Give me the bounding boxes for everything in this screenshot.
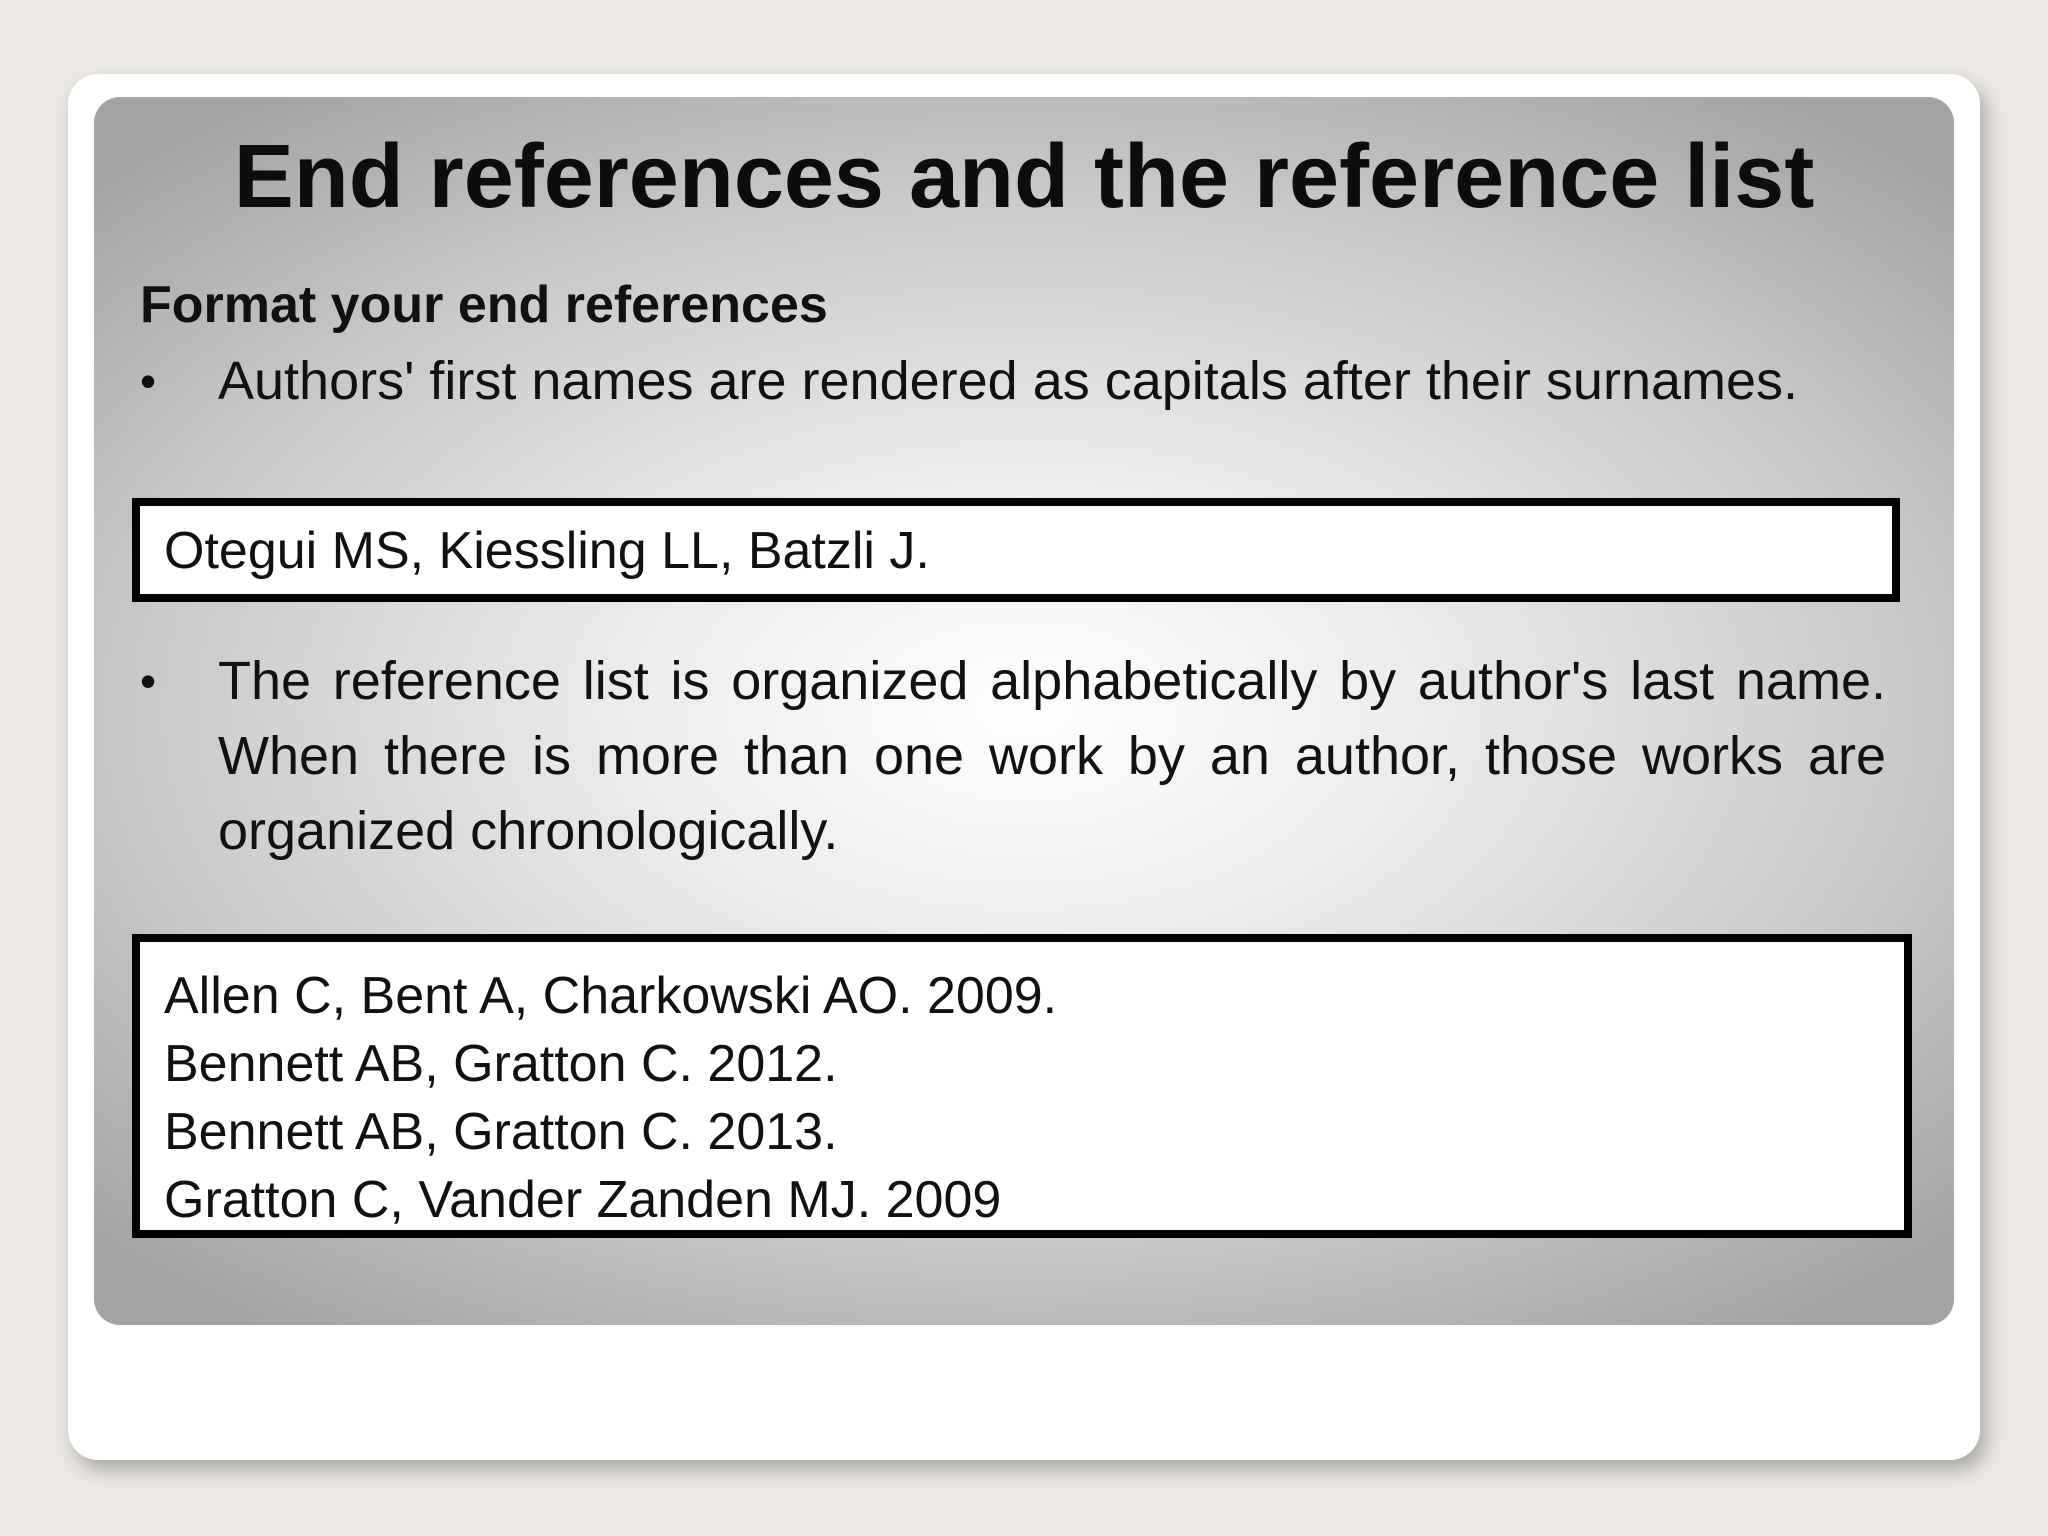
reference-list-example-box [132,934,1912,1238]
reference-entry: Gratton C, Vander Zanden MJ. 2009 [164,1171,1002,1229]
reference-entry: Bennett AB, Gratton C. 2013. [164,1103,838,1161]
author-format-example-box [132,498,1900,602]
bullet-text: Authors' first names are rendered as capitals after their surnames. [218,351,1799,411]
reference-entry: Allen C, Bent A, Charkowski AO. 2009. [164,967,1058,1025]
bullet-item [140,344,1886,419]
author-format-example: Otegui MS, Kiessling LL, Batzli J. [164,522,930,580]
bullet-text: The reference list is organized alphabetically by author's last name. When there is more than one work by an author, those works are organized chronologically. [218,651,1886,861]
slide-title: End references and the reference list [233,127,1815,227]
reference-entry: Bennett AB, Gratton C. 2012. [164,1035,838,1093]
bullet-item [140,644,1886,869]
bullet-icon: • [140,655,157,707]
section-subheading: Format your end references [140,276,828,334]
bullet-icon: • [140,355,157,407]
